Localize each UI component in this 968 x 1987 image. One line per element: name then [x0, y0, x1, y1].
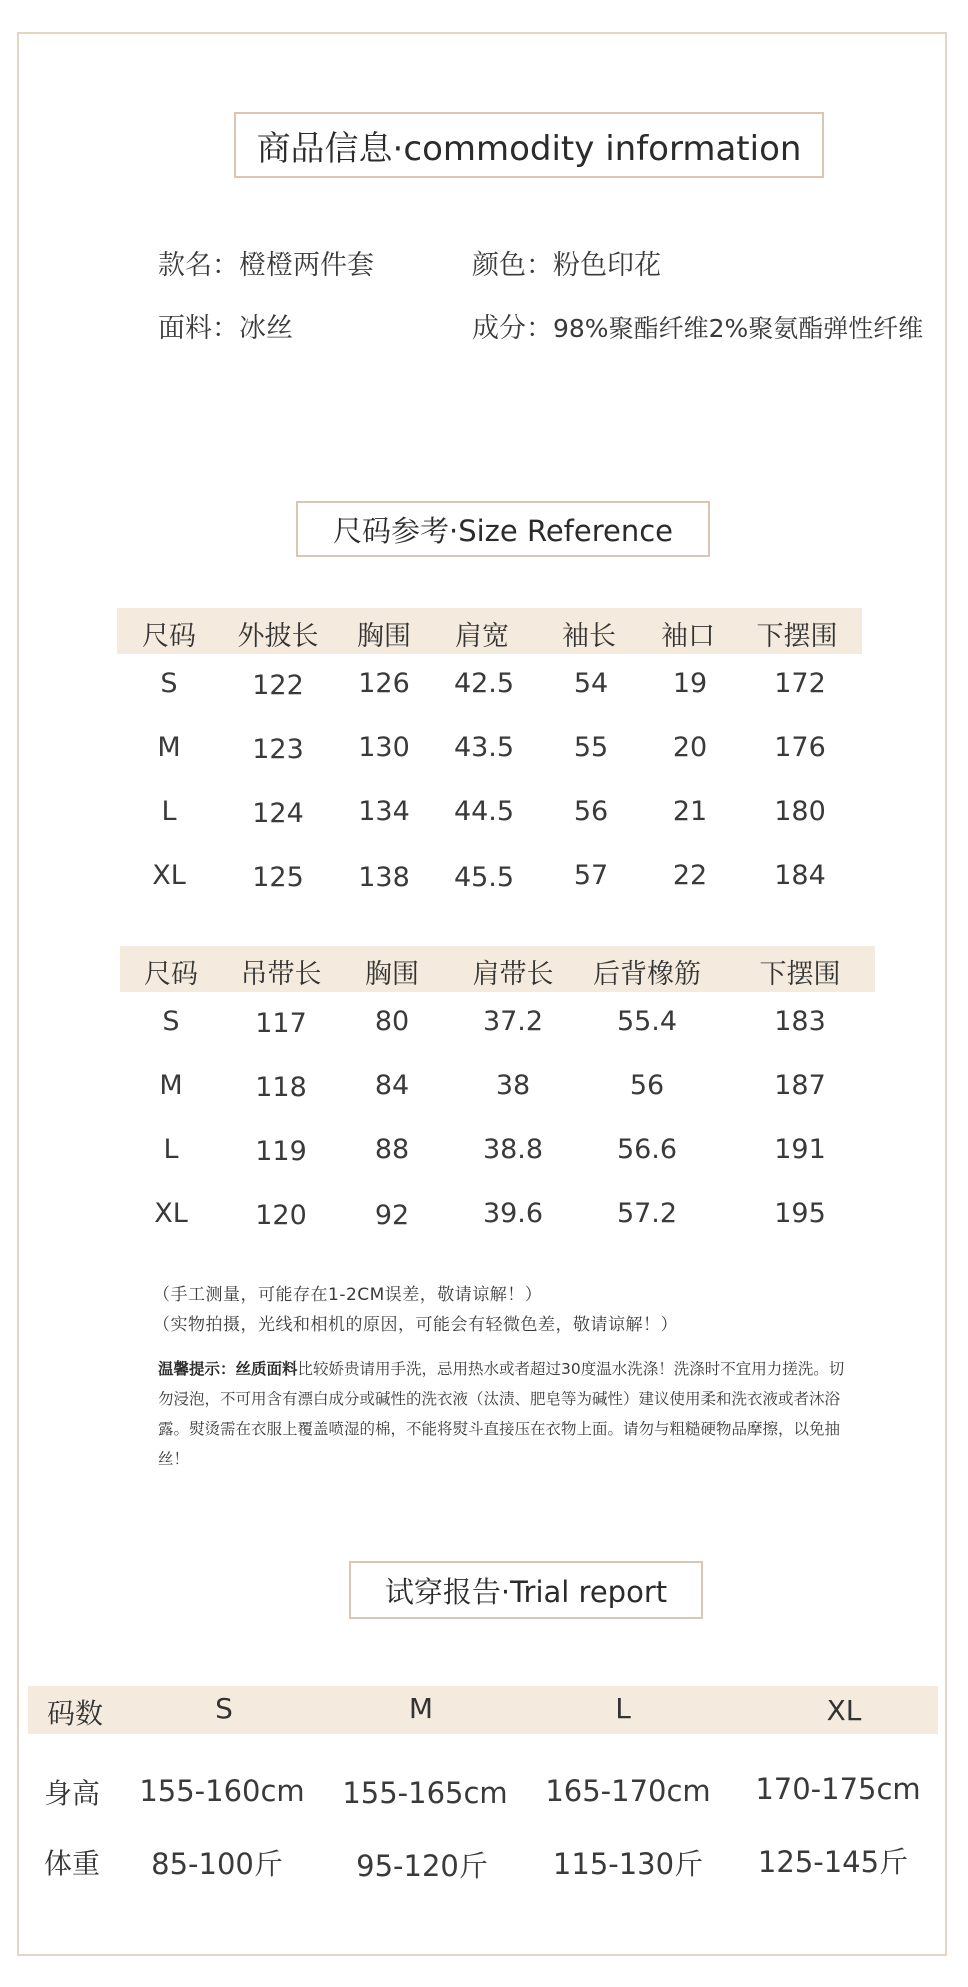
table2-cell: M: [159, 1070, 183, 1101]
trial-report-title: 试穿报告·Trial report: [349, 1561, 703, 1619]
table1-header: 袖长: [562, 621, 616, 652]
table2-cell: 88: [374, 1134, 410, 1165]
trial-cell: 95-120斤: [356, 1849, 488, 1883]
table1-cell: 124: [252, 798, 304, 829]
trial-row-label: 体重: [43, 1847, 101, 1880]
table1-cell: M: [157, 732, 181, 763]
table2-cell: 191: [774, 1134, 826, 1165]
trial-cell: 115-130斤: [552, 1847, 704, 1881]
trial-header: 码数: [46, 1697, 104, 1730]
table1-cell: 122: [252, 670, 304, 701]
table2-cell: 80: [374, 1006, 410, 1037]
table1-cell: 43.5: [453, 732, 515, 763]
table2-cell: 38: [495, 1070, 531, 1101]
care-tip-label: 温馨提示：丝质面料: [158, 1360, 298, 1378]
table2-cell: L: [163, 1134, 179, 1165]
table2-header: 胸围: [365, 959, 419, 990]
trial-cell: 125-145斤: [757, 1845, 909, 1879]
table2-cell: 117: [255, 1008, 307, 1039]
table1-header: 外披长: [237, 621, 319, 652]
table2-cell: 183: [774, 1006, 826, 1037]
table2-cell: 118: [255, 1072, 307, 1103]
table1-cell: 56: [573, 796, 609, 827]
table2-header: 肩带长: [472, 959, 554, 990]
table1-cell: 125: [252, 862, 304, 893]
table1-cell: 54: [573, 668, 609, 699]
table1-cell: 172: [774, 668, 826, 699]
table2-cell: 38.8: [482, 1134, 544, 1165]
table2-cell: 195: [774, 1198, 826, 1229]
table2-cell: 39.6: [482, 1198, 544, 1229]
trial-row-label: 身高: [43, 1777, 101, 1810]
table1-cell: L: [161, 796, 177, 827]
table2-cell: 37.2: [482, 1006, 544, 1037]
table1-header: 肩宽: [455, 621, 509, 652]
table1-cell: 42.5: [453, 668, 515, 699]
table1-cell: 130: [358, 732, 410, 763]
table2-header: 下摆围: [759, 959, 841, 990]
trial-header: XL: [826, 1694, 862, 1727]
table1-cell: S: [160, 668, 178, 699]
fabric-info: 面料：冰丝: [158, 313, 293, 344]
style-name: 款名：橙橙两件套: [158, 250, 374, 281]
trial-header: S: [215, 1692, 233, 1725]
table2-cell: XL: [154, 1198, 188, 1229]
commodity-title: 商品信息·commodity information: [234, 112, 824, 178]
table2-cell: 119: [255, 1136, 307, 1167]
table1-cell: 21: [672, 796, 708, 827]
table2-cell: 92: [374, 1200, 410, 1231]
table2-cell: 187: [774, 1070, 826, 1101]
composition-value: 98%聚酯纤维2%聚氨酯弹性纤维: [553, 314, 924, 343]
color-info: 颜色：粉色印花: [472, 250, 661, 281]
table1-header: 尺码: [142, 621, 196, 652]
trial-cell: 85-100斤: [151, 1847, 283, 1881]
table2-header: 吊带长: [240, 959, 322, 990]
table1-cell: 138: [358, 862, 410, 893]
trial-cell: 165-170cm: [545, 1774, 711, 1808]
table1-cell: 123: [252, 734, 304, 765]
table2-header: 尺码: [144, 959, 198, 990]
color-note: （实物拍摄，光线和相机的原因，可能会有轻微色差，敬请谅解！）: [153, 1315, 678, 1335]
table1-cell: 45.5: [453, 862, 515, 893]
trial-cell: 170-175cm: [755, 1772, 921, 1806]
table1-cell: 20: [672, 732, 708, 763]
trial-cell: 155-160cm: [139, 1774, 305, 1808]
size-reference-title: 尺码参考·Size Reference: [296, 501, 710, 557]
table1-cell: 134: [358, 796, 410, 827]
table1-header: 胸围: [357, 621, 411, 652]
table1-cell: 180: [774, 796, 826, 827]
composition-label: 成分：: [472, 313, 553, 344]
table1-header: 下摆围: [756, 621, 838, 652]
table1-cell: 176: [774, 732, 826, 763]
composition-info: [472, 306, 923, 345]
table1-cell: 55: [573, 732, 609, 763]
table2-cell: 120: [255, 1200, 307, 1231]
care-tip-text: 比较娇贵请用手洗，忌用热水或者超过30度温水洗涤！洗涤时不宜用力搓洗。切勿浸泡，不可用含有漂白成分或碱性的洗衣液（汰渍、肥皂等为碱性）建议使用柔和洗衣液或者沐浴露。熨烫需在衣服上覆盖喷湿的棉，不能将熨斗直接压在衣物上面。请勿与粗糙硬物品摩擦，以免抽丝！: [158, 1360, 845, 1468]
trial-header: M: [408, 1692, 434, 1725]
table1-cell: 19: [672, 668, 708, 699]
table2-cell: S: [162, 1006, 180, 1037]
table1-cell: 44.5: [453, 796, 515, 827]
care-tip: [158, 1354, 848, 1474]
table1-cell: 126: [358, 668, 410, 699]
table1-cell: 57: [573, 860, 609, 891]
table2-cell: 57.2: [616, 1198, 678, 1229]
table1-cell: 22: [672, 860, 708, 891]
table1-cell: XL: [152, 860, 186, 891]
table2-cell: 55.4: [616, 1006, 678, 1037]
trial-header: L: [615, 1692, 631, 1725]
table2-cell: 56: [629, 1070, 665, 1101]
table2-cell: 56.6: [616, 1134, 678, 1165]
table2-cell: 84: [374, 1070, 410, 1101]
trial-header-band: [28, 1686, 938, 1734]
table1-cell: 184: [774, 860, 826, 891]
table2-header: 后背橡筋: [593, 959, 701, 990]
trial-cell: 155-165cm: [342, 1776, 508, 1810]
table1-header: 袖口: [661, 621, 715, 652]
measurement-note: （手工测量，可能存在1-2CM误差，敬请谅解！）: [153, 1285, 543, 1305]
